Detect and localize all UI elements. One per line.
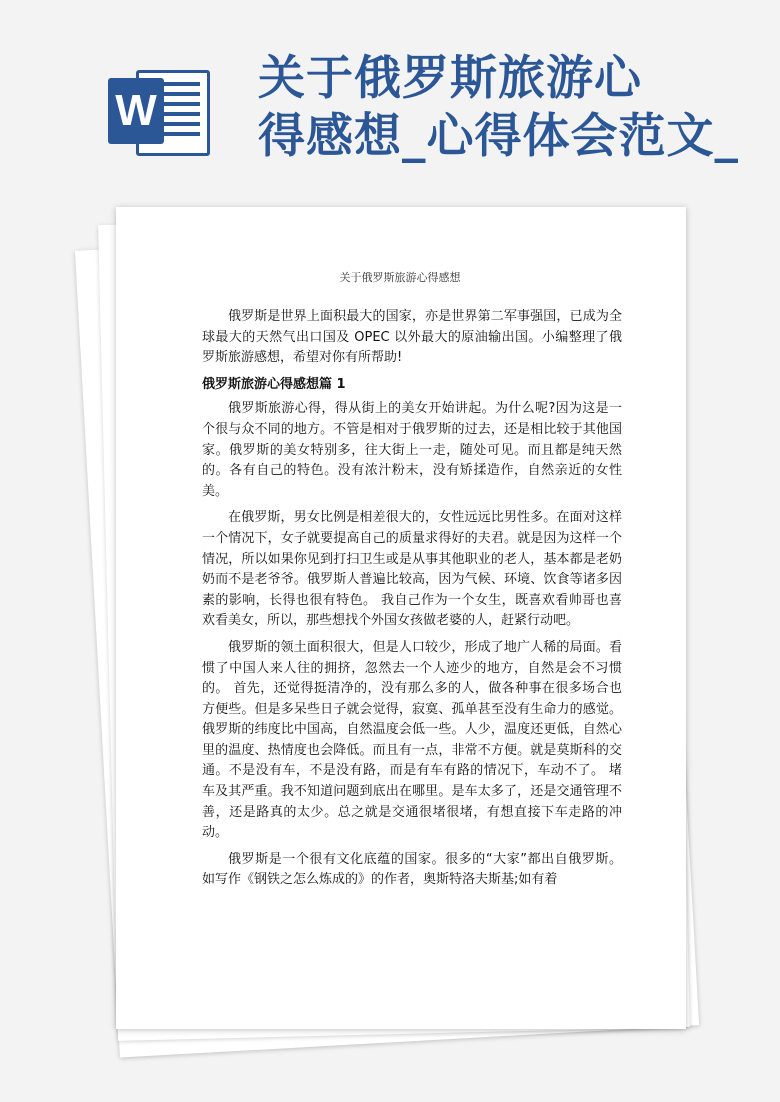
body-paragraph: 俄罗斯旅游心得，得从街上的美女开始讲起。为什么呢?因为这是一个很与众不同的地方。不管是相对于俄罗斯的过去，还是相比较于其他国家。俄罗斯的美女特别多，往大街上一走，随处可见。而且都是纯天然的。各有自己的特色。没有浓汁粉末，没有矫揉造作，自然亲近的女性美。 [202, 401, 622, 499]
document-page [116, 207, 686, 1029]
page-header: 关于俄罗斯旅游心得感想 [339, 271, 461, 284]
body-paragraph: 俄罗斯的领土面积很大，但是人口较少，形成了地广人稀的局面。看惯了中国人来人往的拥挤，忽然去一个人迹少的地方，自然是会不习惯的。 首先，还觉得挺清净的，没有那么多的人，做各种事在很多场合也方便些。但是多呆些日子就会觉得，寂寞、孤单甚至没有生命力的感觉。俄罗斯的纬度比中国高，自然温度会低一些。人少，温度还更低，自然心里的温度、热情度也会降低。而且有一点，非常不方便。就是莫斯科的交通。不是没有车，不是没有路，而是有车有路的情况下，车动不了。 堵车及其严重。我不知道问题到底出在哪里。是车太多了，还是交通管理不善，还是路真的太少。总之就是交通很堵很堵，有想直接下车走路的冲动。 [202, 639, 622, 841]
section-heading: 俄罗斯旅游心得感想篇 1 [202, 376, 346, 392]
word-icon [108, 66, 212, 160]
word-icon-letter: W [108, 78, 164, 144]
body-paragraph: 在俄罗斯，男女比例是相差很大的，女性远远比男性多。在面对这样一个情况下，女子就要提高自己的质量求得好的夫君。就是因为这样一个情况，所以如果你见到打扫卫生或是从事其他职业的老人，基本都是老奶奶而不是老爷爷。俄罗斯人普遍比较高，因为气候、环境、饮食等诸多因素的影响，长得也很有特色。 我自己作为一个女生，既喜欢看帅哥也喜欢看美女，所以，那些想找个外国女孩做老婆的人，赶紧行动吧。 [202, 510, 622, 629]
intro-paragraph: 俄罗斯是世界上面积最大的国家，亦是世界第二军事强国，已成为全球最大的天然气出口国及 OPEC 以外最大的原油输出国。小编整理了俄罗斯旅游感想，希望对你有所帮助! [202, 309, 622, 366]
document-title: 关于俄罗斯旅游心 得感想_心得体会范文_ [258, 51, 739, 164]
body-paragraph: 俄罗斯是一个很有文化底蕴的国家。很多的“大家”都出自俄罗斯。 如写作《钢铁之怎么炼成的》的作者，奥斯特洛夫斯基;如有着 [202, 851, 622, 888]
document-body [202, 307, 622, 891]
